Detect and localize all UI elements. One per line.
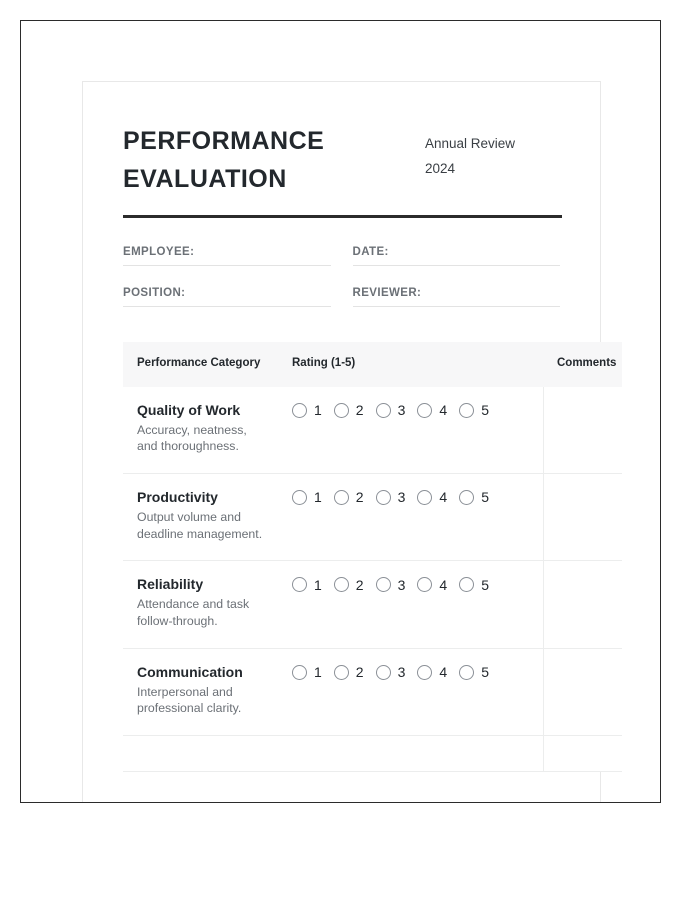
page-title: PERFORMANCE EVALUATION bbox=[123, 127, 325, 193]
category-description: Accuracy, neatness, and thoroughness. bbox=[137, 422, 247, 454]
rating-option-label: 4 bbox=[439, 489, 448, 506]
radio-circle-icon[interactable] bbox=[417, 403, 432, 418]
cell-category bbox=[123, 648, 278, 735]
document-header bbox=[123, 122, 560, 198]
review-period bbox=[425, 122, 560, 182]
rating-option-label: 1 bbox=[314, 576, 322, 593]
rating-option-3[interactable] bbox=[376, 490, 406, 505]
table-row bbox=[123, 648, 622, 735]
radio-circle-icon[interactable] bbox=[376, 577, 391, 592]
viewport-frame bbox=[20, 20, 661, 803]
review-period-line1: Annual Review bbox=[425, 136, 516, 151]
rating-option-label: 1 bbox=[314, 489, 322, 506]
field-reviewer-label: REVIEWER: bbox=[352, 287, 422, 299]
rating-option-4[interactable] bbox=[417, 403, 447, 418]
cell-comments[interactable] bbox=[543, 736, 622, 772]
radio-circle-icon[interactable] bbox=[292, 665, 307, 680]
rating-option-1[interactable] bbox=[292, 490, 322, 505]
rating-option-label: 5 bbox=[481, 576, 489, 593]
radio-circle-icon[interactable] bbox=[292, 577, 307, 592]
radio-circle-icon[interactable] bbox=[334, 665, 349, 680]
cell-rating bbox=[278, 736, 543, 772]
table-header bbox=[123, 342, 622, 387]
table-row bbox=[123, 561, 622, 648]
cell-comments[interactable] bbox=[543, 648, 622, 735]
rating-option-label: 5 bbox=[481, 489, 489, 506]
table-header-row bbox=[123, 342, 622, 387]
cell-category bbox=[123, 736, 278, 772]
radio-circle-icon[interactable] bbox=[417, 490, 432, 505]
category-name: Productivity bbox=[137, 488, 218, 505]
table-row bbox=[123, 473, 622, 560]
radio-circle-icon[interactable] bbox=[376, 665, 391, 680]
radio-circle-icon[interactable] bbox=[334, 490, 349, 505]
rating-option-label: 4 bbox=[439, 664, 448, 681]
rating-radio-group bbox=[292, 488, 529, 505]
radio-circle-icon[interactable] bbox=[459, 665, 474, 680]
rating-option-label: 2 bbox=[355, 402, 364, 419]
rating-option-1[interactable] bbox=[292, 665, 322, 680]
rating-option-5[interactable] bbox=[459, 577, 489, 592]
radio-circle-icon[interactable] bbox=[334, 403, 349, 418]
rating-option-label: 2 bbox=[355, 489, 364, 506]
column-header-comments: Comments bbox=[543, 342, 622, 387]
radio-circle-icon[interactable] bbox=[334, 577, 349, 592]
radio-circle-icon[interactable] bbox=[376, 403, 391, 418]
field-reviewer[interactable] bbox=[353, 287, 561, 307]
cell-comments[interactable] bbox=[543, 473, 622, 560]
rating-option-5[interactable] bbox=[459, 490, 489, 505]
category-name: Communication bbox=[137, 663, 243, 680]
cell-category bbox=[123, 561, 278, 648]
rating-option-4[interactable] bbox=[417, 665, 447, 680]
radio-circle-icon[interactable] bbox=[376, 490, 391, 505]
rating-option-1[interactable] bbox=[292, 577, 322, 592]
field-date[interactable] bbox=[353, 246, 561, 266]
rating-option-label: 4 bbox=[439, 402, 448, 419]
radio-circle-icon[interactable] bbox=[459, 577, 474, 592]
column-header-category: Performance Category bbox=[123, 342, 278, 387]
rating-option-5[interactable] bbox=[459, 403, 489, 418]
table-row bbox=[123, 387, 622, 474]
category-description: Output volume and deadline management. bbox=[137, 510, 263, 541]
field-position[interactable] bbox=[123, 287, 331, 307]
category-name: Reliability bbox=[137, 576, 204, 593]
column-header-rating: Rating (1-5) bbox=[278, 342, 543, 387]
cell-rating bbox=[278, 648, 543, 735]
rating-option-2[interactable] bbox=[334, 577, 364, 592]
cell-rating bbox=[278, 473, 543, 560]
review-period-line2: 2024 bbox=[425, 160, 456, 176]
rating-option-label: 5 bbox=[481, 664, 489, 681]
rating-option-label: 5 bbox=[481, 402, 489, 419]
cell-category bbox=[123, 473, 278, 560]
rating-option-label: 3 bbox=[397, 576, 406, 593]
performance-rating-table bbox=[123, 342, 622, 772]
radio-circle-icon[interactable] bbox=[459, 403, 474, 418]
radio-circle-icon[interactable] bbox=[417, 577, 432, 592]
category-description: Interpersonal and professional clarity. bbox=[137, 684, 242, 716]
header-divider bbox=[123, 215, 562, 218]
rating-option-1[interactable] bbox=[292, 403, 322, 418]
rating-option-label: 2 bbox=[355, 576, 364, 593]
rating-option-2[interactable] bbox=[334, 490, 364, 505]
rating-option-3[interactable] bbox=[376, 577, 406, 592]
rating-option-3[interactable] bbox=[376, 665, 406, 680]
rating-option-label: 1 bbox=[314, 664, 322, 681]
rating-option-4[interactable] bbox=[417, 577, 447, 592]
radio-circle-icon[interactable] bbox=[292, 490, 307, 505]
table-body bbox=[123, 387, 622, 772]
rating-option-label: 1 bbox=[314, 402, 322, 419]
cell-comments[interactable] bbox=[543, 561, 622, 648]
rating-radio-group bbox=[292, 401, 529, 418]
field-employee[interactable] bbox=[123, 246, 331, 266]
category-description: Attendance and task follow-through. bbox=[137, 597, 250, 629]
rating-option-label: 2 bbox=[355, 664, 364, 681]
rating-option-3[interactable] bbox=[376, 403, 406, 418]
rating-radio-group bbox=[292, 663, 529, 680]
rating-option-2[interactable] bbox=[334, 665, 364, 680]
rating-option-label: 3 bbox=[397, 489, 406, 506]
cell-rating bbox=[278, 561, 543, 648]
cell-category bbox=[123, 387, 278, 474]
cell-rating bbox=[278, 387, 543, 474]
table-row bbox=[123, 736, 622, 772]
cell-comments[interactable] bbox=[543, 387, 622, 474]
employee-info-fields bbox=[123, 246, 560, 307]
rating-option-4[interactable] bbox=[417, 490, 447, 505]
field-position-label: POSITION: bbox=[123, 287, 186, 299]
evaluation-document-card bbox=[82, 81, 617, 803]
radio-circle-icon[interactable] bbox=[459, 490, 474, 505]
rating-option-label: 3 bbox=[397, 664, 406, 681]
field-date-label: DATE: bbox=[352, 246, 389, 258]
rating-radio-group bbox=[292, 575, 529, 592]
rating-option-2[interactable] bbox=[334, 403, 364, 418]
radio-circle-icon[interactable] bbox=[292, 403, 307, 418]
rating-option-5[interactable] bbox=[459, 665, 489, 680]
rating-option-label: 3 bbox=[397, 402, 406, 419]
radio-circle-icon[interactable] bbox=[417, 665, 432, 680]
field-employee-label: EMPLOYEE: bbox=[123, 246, 195, 258]
category-name: Quality of Work bbox=[137, 401, 241, 418]
rating-option-label: 4 bbox=[439, 576, 448, 593]
